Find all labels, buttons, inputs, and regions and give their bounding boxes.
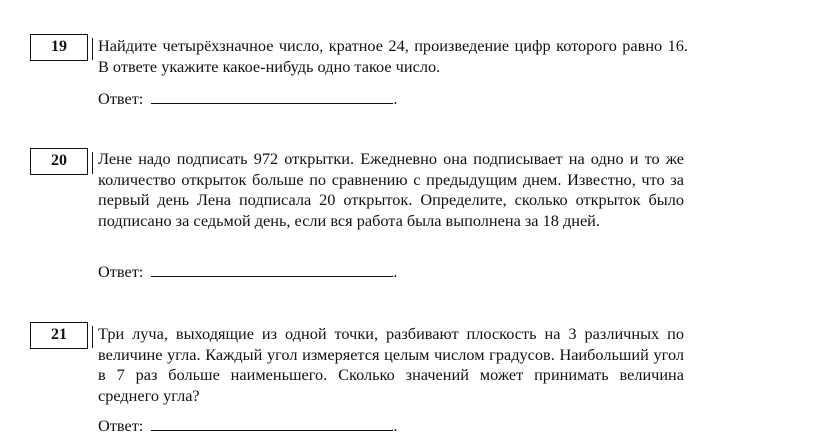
answer-end-period: . <box>393 416 398 435</box>
answer-end-period: . <box>393 89 398 108</box>
answer-line <box>98 89 397 109</box>
answer-label: Ответ: <box>98 416 144 435</box>
answer-blank-field[interactable] <box>151 416 393 431</box>
task-number-box: 20 <box>30 148 88 175</box>
answer-label: Ответ: <box>98 262 144 281</box>
task-number-box: 19 <box>30 34 88 61</box>
answer-blank-field[interactable] <box>151 262 393 277</box>
answer-blank-field[interactable] <box>151 89 393 104</box>
task-text: Найдите четырёхзначное число, кратное 24, произведение цифр которого равно 16. В ответе укажите какое-нибудь одно такое число. <box>98 36 688 76</box>
answer-label: Ответ: <box>98 89 144 108</box>
task-text: Три луча, выходящие из одной точки, разбивают плоскость на 3 различных по величине угла. Каждый угол измеряется целым числом градусов. Наибольший угол в 7 раз больше наименьшего. Сколько значений может принимать величина среднего угла? <box>98 324 684 405</box>
task-text: Лене надо подписать 972 открытки. Ежедневно она подписывает на одно и то же количество открыток больше по сравнению с предыдущим днем. Известно, что за первый день Лена подписала 20 открыток. Определите, сколько открыток было подписано за седьмой день, если вся работа была выполнена за 18 дней. <box>98 149 684 230</box>
answer-end-period: . <box>393 262 398 281</box>
task-number-box: 21 <box>30 322 88 349</box>
clipped-text-fragment <box>170 0 650 1</box>
answer-line <box>98 262 397 282</box>
answer-line <box>98 416 397 436</box>
